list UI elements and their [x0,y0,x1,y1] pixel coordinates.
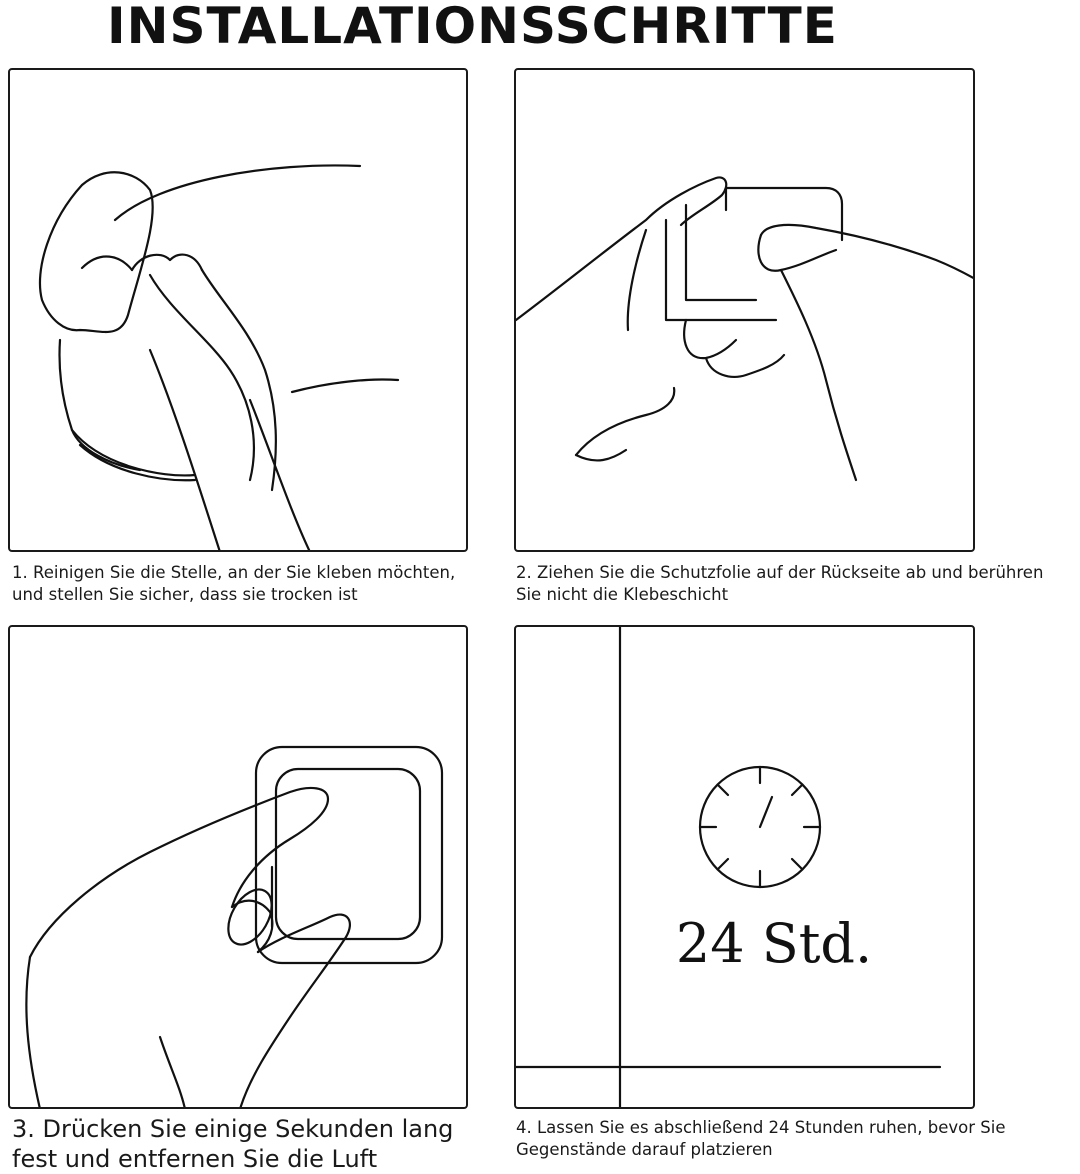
step-3-caption-line2: fest und entfernen Sie die Luft [12,1145,378,1173]
step-2-caption-line2: Sie nicht die Klebeschicht [516,585,729,604]
wait-duration-label: 24 Std. [675,912,873,975]
step-3-panel [8,625,468,1109]
step-4-caption-line2: Gegenstände darauf platzieren [516,1140,773,1159]
hand-wiping-cloth-icon [10,70,468,552]
step-1-panel [8,68,468,552]
step-1-caption-line2: und stellen Sie sicher, dass sie trocken ist [12,585,358,604]
step-4-caption-line1: 4. Lassen Sie es abschließend 24 Stunden ruhen, bevor Sie [516,1118,1006,1137]
hands-peeling-film-icon [516,70,975,552]
step-1-caption-line1: 1. Reinigen Sie die Stelle, an der Sie kleben möchten, [12,563,456,582]
step-2-caption-line1: 2. Ziehen Sie die Schutzfolie auf der Rückseite ab und berühren [516,563,1044,582]
clock-icon [700,767,820,887]
step-3-caption [12,1114,453,1174]
step-3-caption-line1: 3. Drücken Sie einige Sekunden lang [12,1115,454,1143]
step-2-panel [514,68,975,552]
finger-pressing-pad-icon [10,627,468,1109]
page-title: INSTALLATIONSSCHRITTE [107,0,838,55]
step-4-caption [516,1117,1005,1161]
step-1-caption [12,562,455,606]
step-2-caption [516,562,1043,606]
step-4-illustration [516,627,975,1109]
step-4-panel [514,625,975,1109]
